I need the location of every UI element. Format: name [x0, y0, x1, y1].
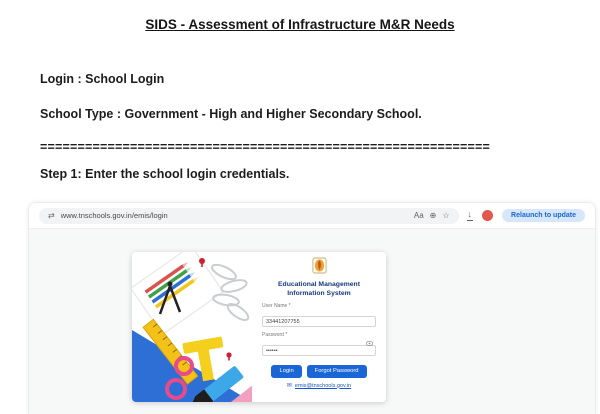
stationery-illustration — [132, 252, 252, 402]
address-bar[interactable] — [39, 208, 459, 224]
page-title: SIDS - Assessment of Infrastructure M&R Needs — [145, 17, 455, 32]
translate-icon[interactable]: ⊕ — [429, 210, 437, 220]
login-form — [252, 252, 386, 402]
download-icon[interactable]: ↓ — [467, 209, 473, 220]
login-line: Login : School Login — [40, 72, 165, 86]
show-password-eye-icon[interactable] — [366, 341, 373, 346]
site-settings-icon[interactable]: ⇄ — [48, 210, 55, 220]
webpage-background — [29, 229, 595, 414]
relaunch-update-button[interactable]: Relaunch to update — [502, 209, 585, 222]
bookmark-star-icon[interactable]: ☆ — [442, 210, 450, 220]
login-card — [132, 252, 386, 402]
email-icon: ✉ — [286, 382, 292, 389]
login-button[interactable]: Login — [271, 365, 301, 378]
school-type-line: School Type : Government - High and Higher Secondary School. — [40, 107, 422, 121]
reader-mode-icon[interactable]: Aa — [413, 210, 424, 220]
support-email-link[interactable]: emis@tnschools.gov.in — [294, 382, 352, 389]
password-input[interactable] — [262, 345, 376, 356]
password-label: Password * — [262, 331, 288, 338]
tn-government-emblem-icon — [312, 257, 327, 274]
forgot-password-button[interactable]: Forgot Password — [307, 365, 367, 378]
toolbar-right-group — [467, 209, 585, 222]
separator-line: ============================================================ — [40, 140, 490, 154]
profile-avatar[interactable] — [482, 210, 493, 221]
url-text: www.tnschools.gov.in/emis/login — [60, 211, 168, 220]
step-1-line: Step 1: Enter the school login credentials. — [40, 167, 290, 181]
browser-toolbar — [29, 203, 595, 229]
username-label: User Name * — [262, 302, 291, 309]
system-title: Educational Management Information System — [278, 281, 360, 297]
username-input[interactable] — [262, 316, 376, 327]
browser-window — [28, 202, 596, 414]
